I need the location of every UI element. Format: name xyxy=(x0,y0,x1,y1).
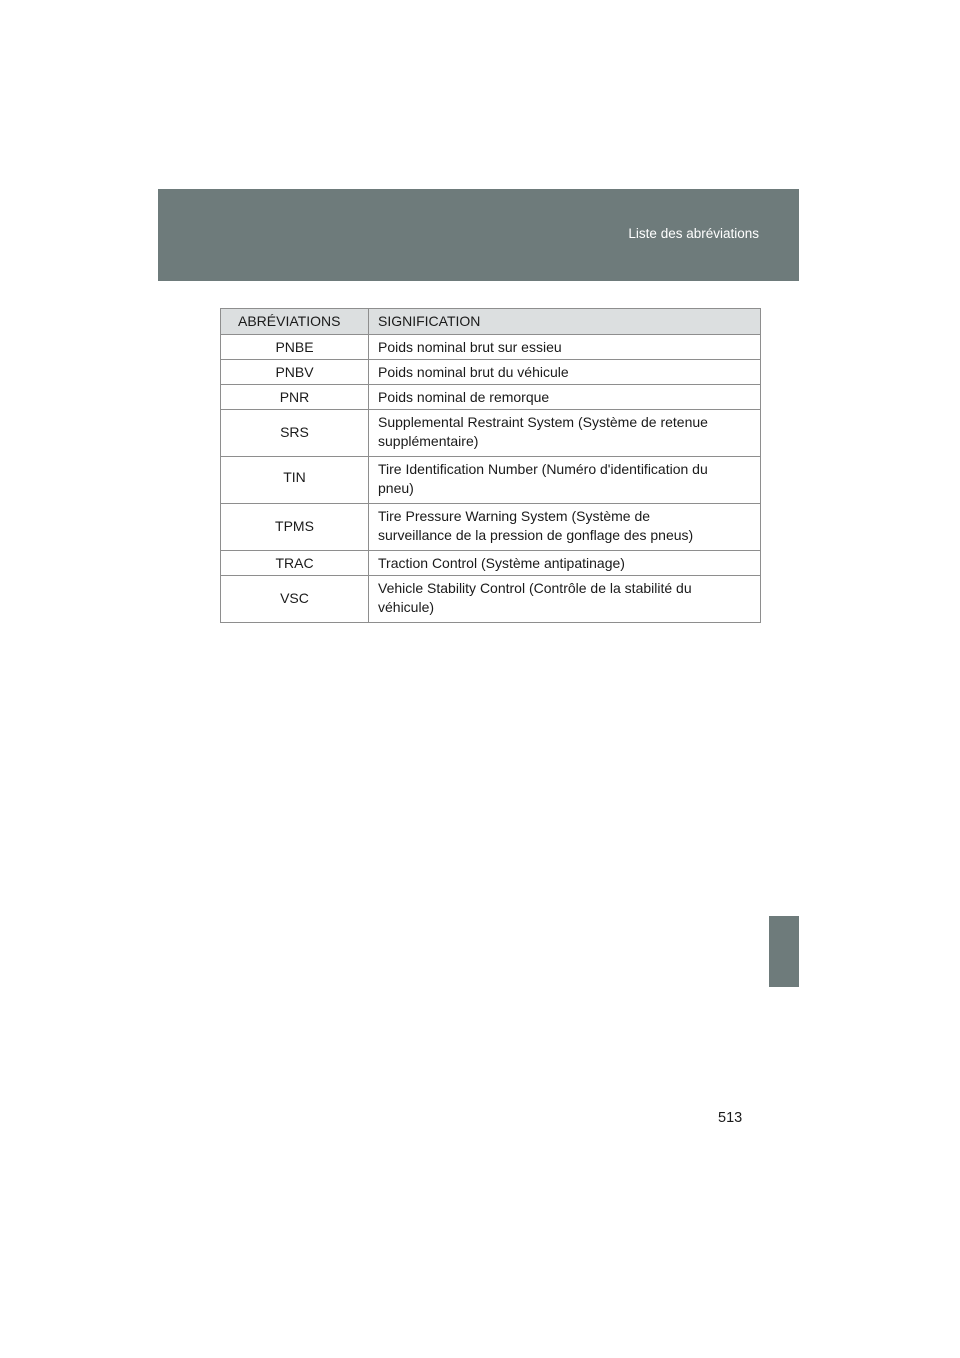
table-row xyxy=(221,335,761,360)
header-meaning: SIGNIFICATION xyxy=(369,309,761,335)
abbr-cell: TRAC xyxy=(221,551,369,576)
table-row xyxy=(221,457,761,504)
table-row xyxy=(221,360,761,385)
abbr-cell: PNBV xyxy=(221,360,369,385)
meaning-cell: Poids nominal brut sur essieu xyxy=(369,335,761,360)
page-number: 513 xyxy=(718,1110,743,1126)
meaning-line: pneu) xyxy=(378,480,414,496)
header-abbreviations: ABRÉVIATIONS xyxy=(221,309,369,335)
section-title: Liste des abréviations xyxy=(628,226,759,241)
table-row xyxy=(221,504,761,551)
meaning-cell: Traction Control (Système antipatinage) xyxy=(369,551,761,576)
meaning-line: supplémentaire) xyxy=(378,433,479,449)
meaning-line: Tire Identification Number (Numéro d'identification du xyxy=(378,461,708,477)
meaning-line: Vehicle Stability Control (Contrôle de la stabilité du xyxy=(378,580,692,596)
section-header-band xyxy=(158,189,799,281)
abbr-cell: VSC xyxy=(221,576,369,623)
chapter-side-tab xyxy=(769,916,799,987)
abbreviations-table xyxy=(220,308,761,623)
meaning-cell: Poids nominal brut du véhicule xyxy=(369,360,761,385)
meaning-line: Supplemental Restraint System (Système de retenue xyxy=(378,414,708,430)
abbr-cell: PNR xyxy=(221,385,369,410)
meaning-cell xyxy=(369,457,761,504)
table-row xyxy=(221,410,761,457)
table-header-row xyxy=(221,309,761,335)
abbr-cell: TIN xyxy=(221,457,369,504)
meaning-cell: Poids nominal de remorque xyxy=(369,385,761,410)
abbr-cell: TPMS xyxy=(221,504,369,551)
abbr-cell: SRS xyxy=(221,410,369,457)
table-row xyxy=(221,385,761,410)
meaning-cell xyxy=(369,576,761,623)
abbr-cell: PNBE xyxy=(221,335,369,360)
meaning-cell xyxy=(369,504,761,551)
meaning-cell xyxy=(369,410,761,457)
meaning-line: véhicule) xyxy=(378,599,435,615)
table-row xyxy=(221,551,761,576)
meaning-line: surveillance de la pression de gonflage des pneus) xyxy=(378,527,694,543)
meaning-line: Tire Pressure Warning System (Système de xyxy=(378,508,651,524)
table-row xyxy=(221,576,761,623)
